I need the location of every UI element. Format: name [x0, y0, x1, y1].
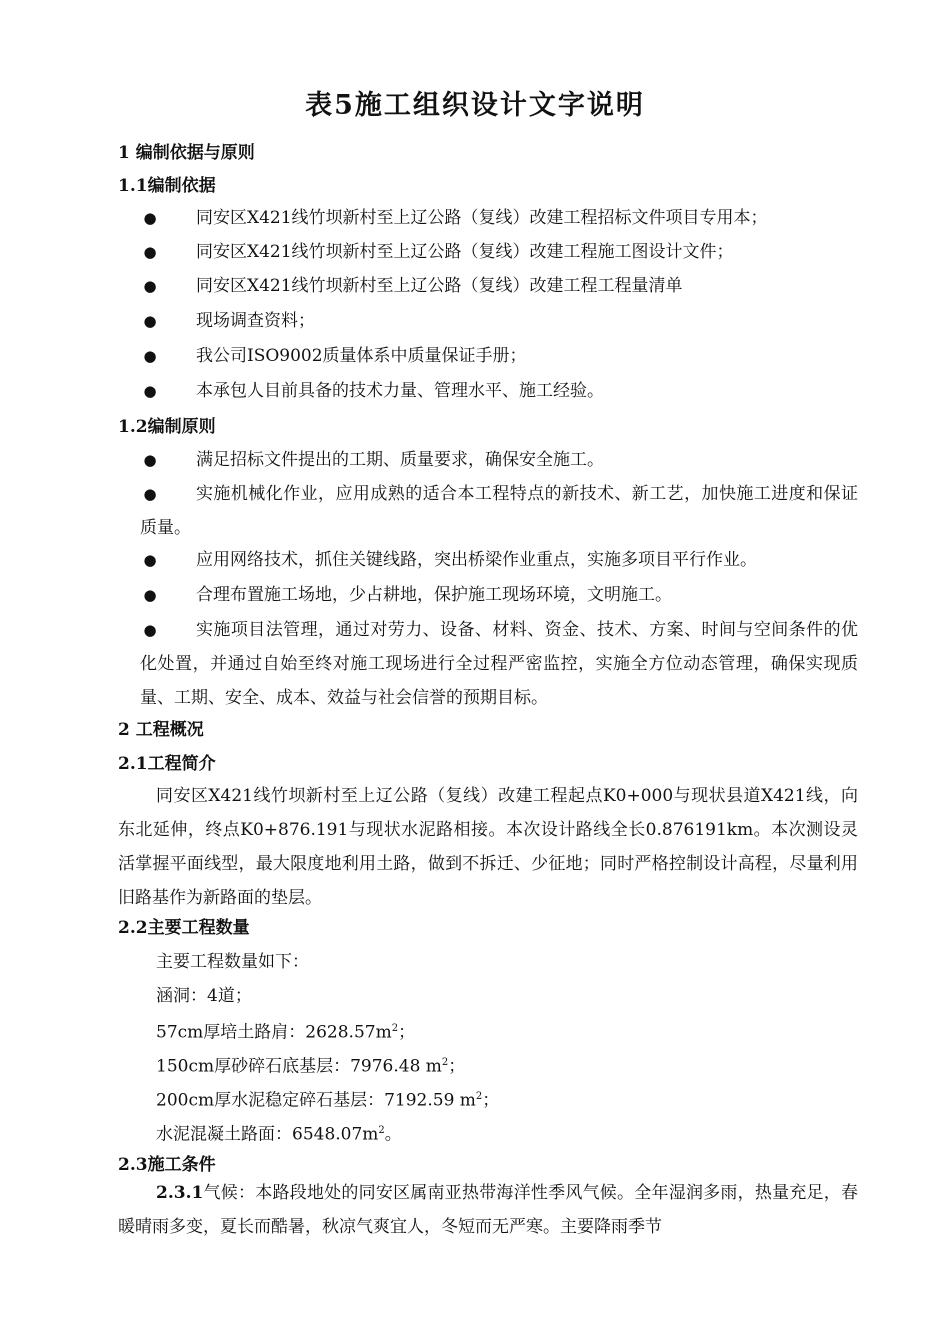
bullet-icon: ●	[143, 621, 157, 639]
quantity-base: 200cm厚水泥稳定碎石基层：7192.59 $m^2$；	[156, 1090, 500, 1111]
bullet-icon: ●	[143, 312, 157, 330]
bullet-icon: ●	[143, 586, 157, 604]
principle-item: ● 满足招标文件提出的工期、质量要求，确保安全施工。	[140, 443, 858, 477]
quantity-shoulder: 57cm厚培土路肩：$2628.57m^2$；	[156, 1022, 416, 1043]
section-2-heading: 2 工程概况	[118, 720, 204, 740]
quantity-culvert: 涵洞：4道；	[156, 986, 252, 1006]
section-2-2-heading: 2.2主要工程数量	[118, 918, 250, 938]
principle-item: ● 应用网络技术，抓住关键线路，突出桥梁作业重点，实施多项目平行作业。	[140, 543, 858, 577]
bullet-icon: ●	[143, 277, 157, 295]
section-1-1-heading: 1.1编制依据	[118, 176, 216, 196]
bullet-icon: ●	[143, 243, 157, 261]
basis-item: ● 同安区X421线竹坝新村至上辽公路（复线）改建工程工程量清单	[140, 269, 858, 303]
quantity-pavement: 水泥混凝土路面：$6548.07m^2$。	[156, 1124, 402, 1145]
principle-item: ● 合理布置施工场地，少占耕地，保护施工现场环境，文明施工。	[140, 578, 858, 612]
basis-item: ● 同安区X421线竹坝新村至上辽公路（复线）改建工程招标文件项目专用本；	[140, 201, 858, 235]
principle-item: ● 实施机械化作业，应用成熟的适合本工程特点的新技术、新工艺，加快施工进度和保证质量。	[140, 477, 858, 545]
basis-item: ● 同安区X421线竹坝新村至上辽公路（复线）改建工程施工图设计文件；	[140, 235, 858, 269]
bullet-icon: ●	[143, 209, 157, 227]
quantity-intro: 主要工程数量如下：	[156, 952, 309, 972]
climate-sublabel: 2.3.1	[156, 1183, 204, 1203]
quantity-subbase: 150cm厚砂碎石底基层：7976.48 $m^2$；	[156, 1056, 466, 1077]
bullet-icon: ●	[143, 451, 157, 469]
project-summary-paragraph: 同安区X421线竹坝新村至上辽公路（复线）改建工程起点K0+000与现状县道X421线，向东北延伸，终点K0+876.191与现状水泥路相接。本次设计路线全长0.876191km。本次测设灵活掌握平面线型，最大限度地利用土路，做到不拆迁、少征地；同时严格控制设计高程，尽量利用旧路基作为新路面的垫层。	[118, 786, 858, 908]
section-2-3-heading: 2.3施工条件	[118, 1155, 216, 1175]
principle-item: ● 实施项目法管理，通过对劳力、设备、材料、资金、技术、方案、时间与空间条件的优化处置，并通过自始至终对施工现场进行全过程严密监控，实施全方位动态管理，确保实现质量、工期、安全、成本、效益与社会信誉的预期目标。	[140, 613, 858, 715]
section-2-1-heading: 2.1工程简介	[118, 754, 216, 774]
climate-paragraph: 2.3.1气候：本路段地处的同安区属南亚热带海洋性季风气候。全年湿润多雨，热量充足，春暖晴雨多变，夏长而酷暑，秋凉气爽宜人，冬短而无严寒。主要降雨季节	[118, 1183, 858, 1237]
bullet-icon: ●	[143, 485, 157, 503]
section-1-2-heading: 1.2编制原则	[118, 417, 216, 437]
bullet-icon: ●	[143, 382, 157, 400]
bullet-icon: ●	[143, 551, 157, 569]
section-1-heading: 1 编制依据与原则	[118, 143, 255, 163]
basis-item: ● 我公司ISO9002质量体系中质量保证手册；	[140, 339, 858, 373]
basis-item: ● 本承包人目前具备的技术力量、管理水平、施工经验。	[140, 374, 858, 408]
document-title: 表5施工组织设计文字说明	[305, 90, 645, 121]
basis-item: ● 现场调查资料；	[140, 304, 858, 338]
bullet-icon: ●	[143, 347, 157, 365]
